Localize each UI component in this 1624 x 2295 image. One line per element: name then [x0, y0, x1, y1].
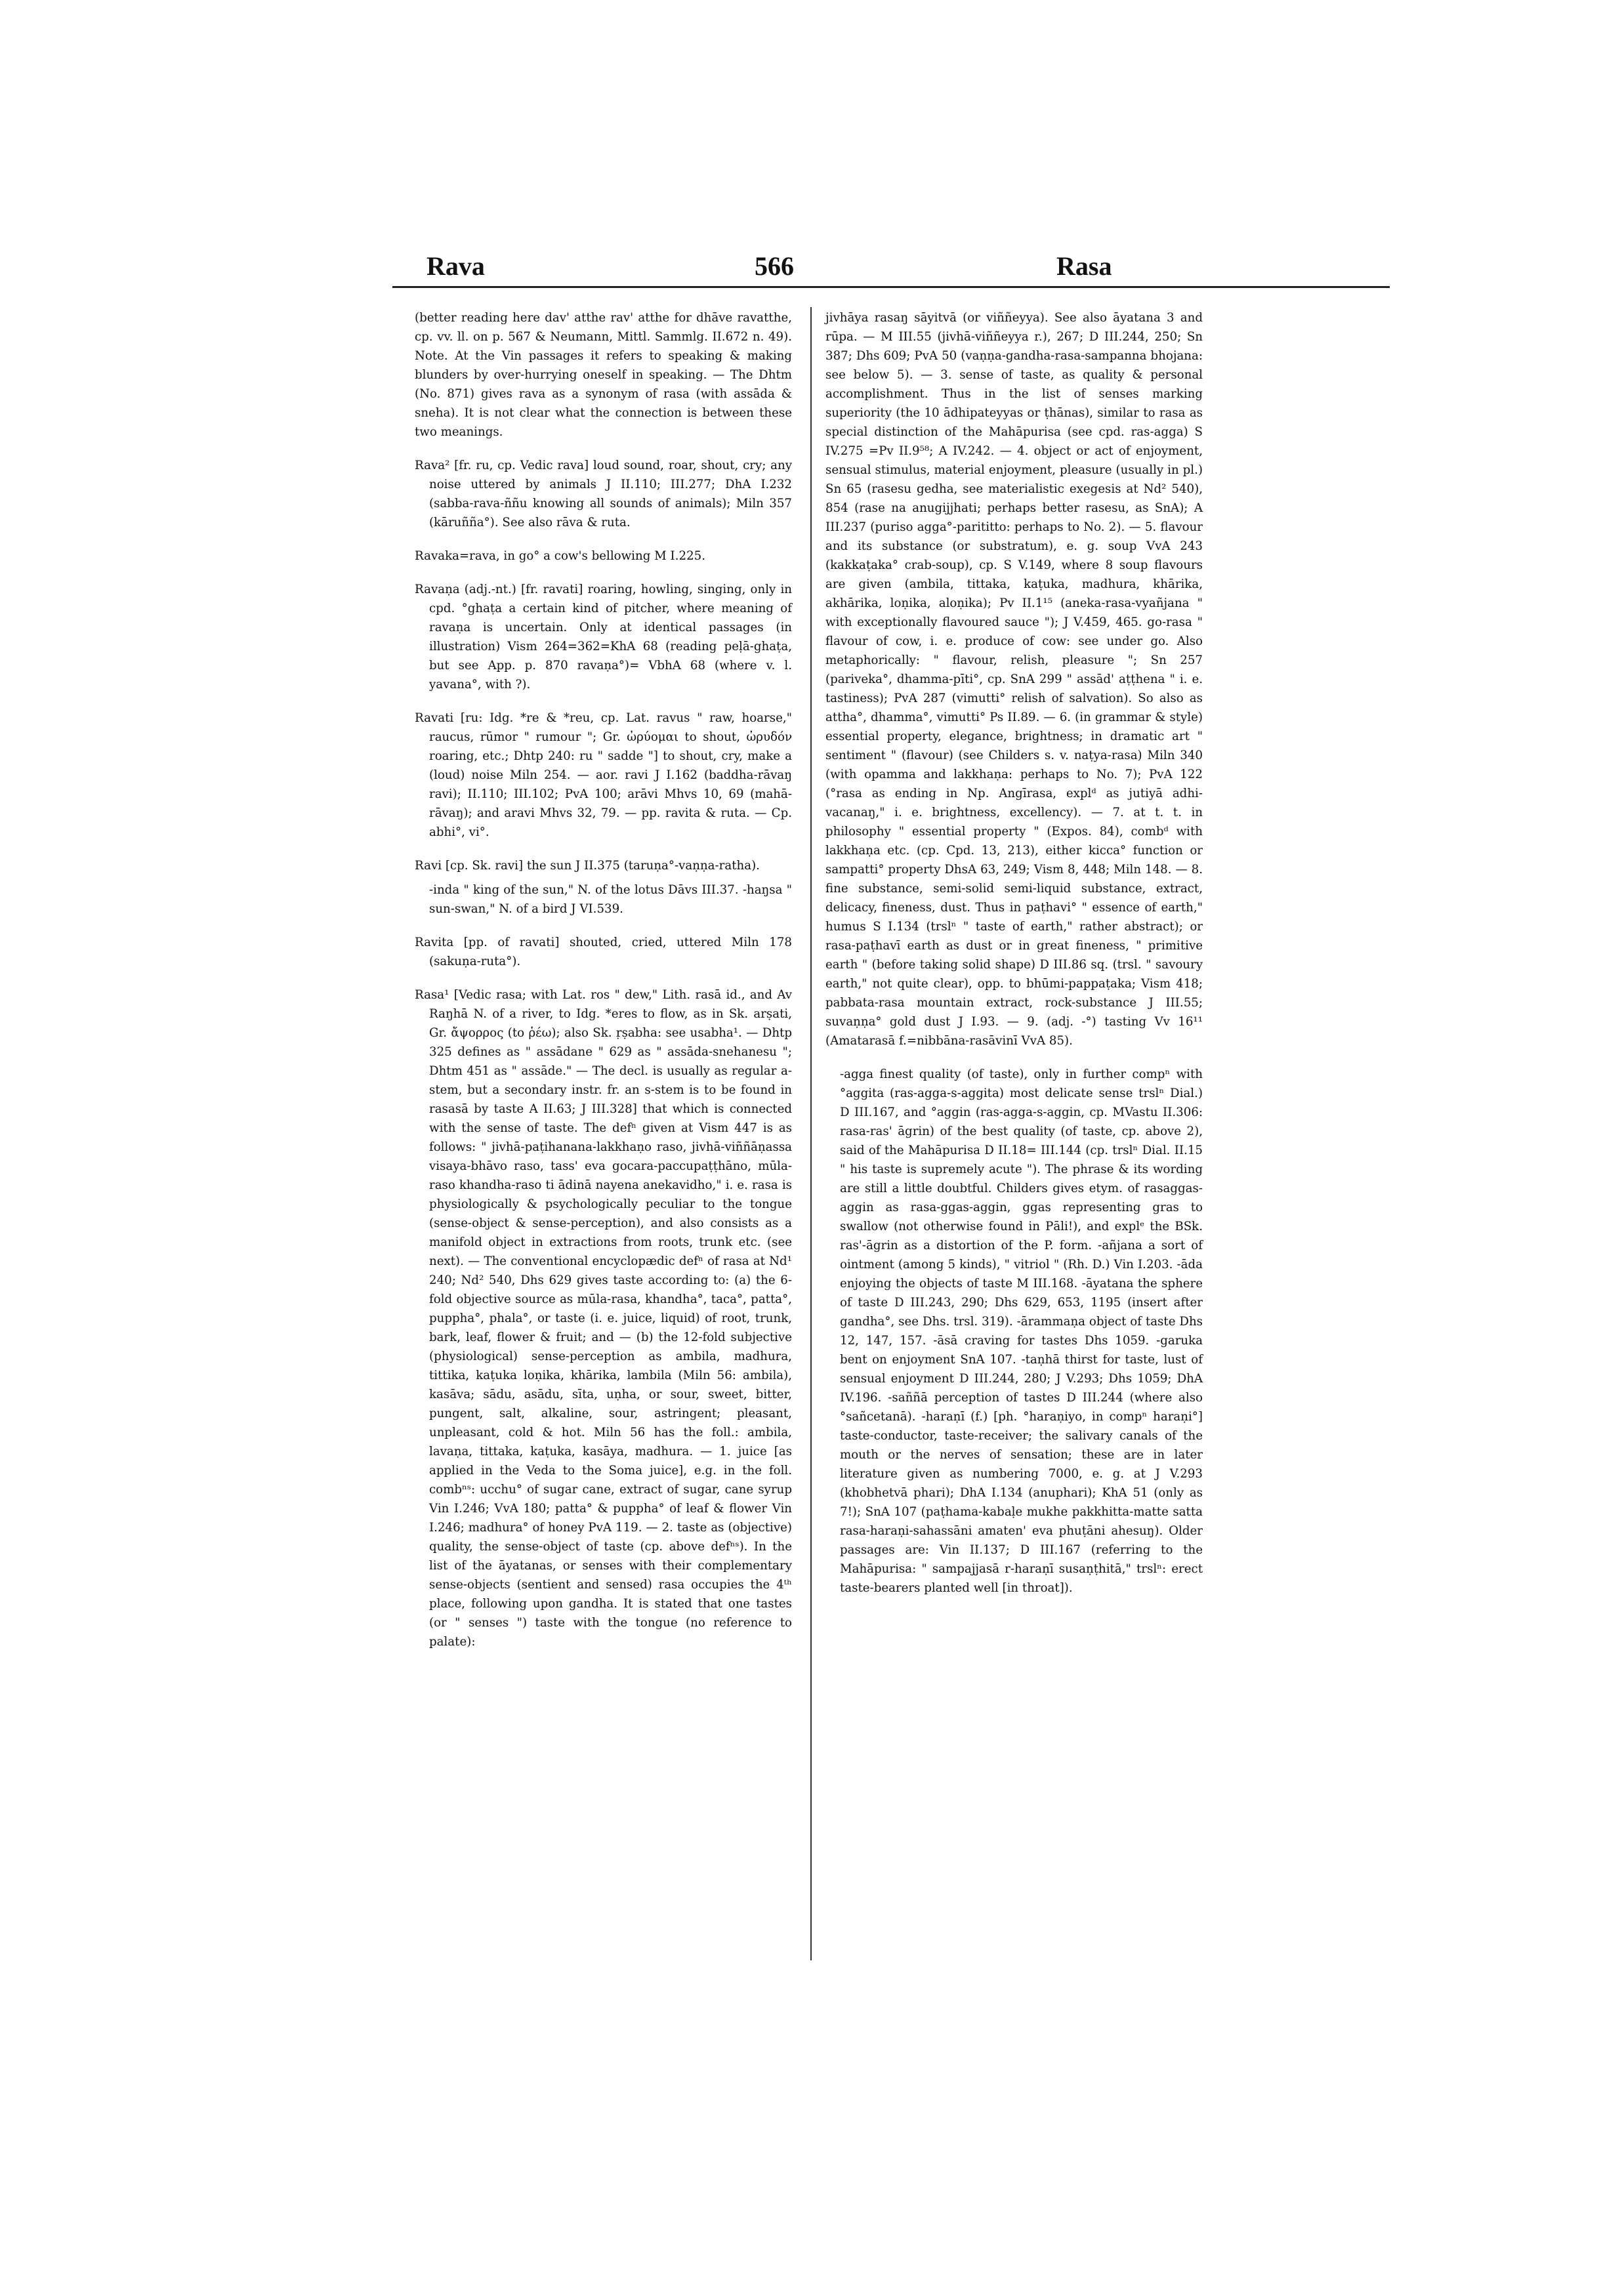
header-rule: [392, 286, 1390, 288]
entry-ravi: Ravi [cp. Sk. ravi] the sun J II.375 (taruṇa°-vaṇṇa-ratha).: [415, 859, 760, 873]
entry-ravati: Ravati [ru: Idg. *re & *reu, cp. Lat. ravus " raw, hoarse," raucus, rūmor " rumour "; Gr. ὠρύομαι to shout, ὠρυδόν roaring, etc.; Dhtp 240: ru " sadde "] to shout, cry, make a (loud) noise Miln 254. — aor. ravi J I.162 (baddha-rāvaŋ ravi); II.110; III.102; PvA 100; arāvi Mhvs 10, 69 (mahā-rāvaŋ); and aravi Mhvs 32, 79. — pp. ravita & ruta. — Cp. abhi°, vi°.: [415, 711, 792, 839]
entry-rasa1: Rasa¹ [Vedic rasa; with Lat. ros " dew," Lith. rasā id., and Av Raŋhā N. of a river, to Idg. *eres to flow, as in Sk. arṣati, Gr. ἄψορρος (to ῥέω); also Sk. ṛṣabha: see usabha¹. — Dhtp 325 defines as " assādane " 629 as " assāda-snehanesu "; Dhtm 451 as " assāde." — The decl. is usually as regular a-stem, but a secondary instr. fr. an s-stem is to be found in rasasā by taste A II.63; J III.328] that which is connected with the sense of taste. The defⁿ given at Vism 447 is as follows: " jivhā-paṭihanana-lakkhaṇo raso, jivhā-viññāṇassa visaya-bhāvo raso, tass' eva gocara-paccupaṭṭhāno, mūla-raso khandha-raso ti ādinā nayena anekavidho," i. e. rasa is physiologically & psychologically peculiar to the tongue (sense-object & sense-perception), and also consists as a manifold object in extractions from roots, trunk etc. (see next). — The conventional encyclopædic defⁿ of rasa at Nd¹ 240; Nd² 540, Dhs 629 gives taste according to: (a) the 6-fold objective source as mūla-rasa, khandha°, taca°, patta°, puppha°, phala°, or taste (i. e. juice, liquid) of root, trunk, bark, leaf, flower & fruit; and — (b) the 12-fold subjective (physiological) sense-perception as ambila, madhura, tittika, kaṭuka loṇika, khārika, lambila (Miln 56: ambila), kasāva; sādu, asādu, sīta, uṇha, or sour, sweet, bitter, pungent, salt, alkaline, sour, astringent; pleasant, unpleasant, cold & hot. Miln 56 has the foll.: ambila, lavaṇa, tittaka, kaṭuka, kasāya, madhura. — 1. juice [as applied in the Veda to the Soma juice], e.g. in the foll. combⁿˢ: ucchu° of sugar cane, extract of sugar, cane syrup Vin I.246; VvA 180; patta° & puppha° of leaf & flower Vin I.246; madhura° of honey PvA 119. — 2. taste as (objective) quality, the sense-object of taste (cp. above defⁿˢ). In the list of the āyatanas, or senses with their complementary sense-objects (sentient and sensed) rasa occupies the 4ᵗʰ place, following upon gandha. It is stated that one tastes (or " senses ") taste with the tongue (no reference to palate):: [415, 988, 792, 1649]
entry-rava2: Rava² [fr. ru, cp. Vedic rava] loud sound, roar, shout, cry; any noise uttered by animals J II.110; III.277; DhA I.232 (sabba-rava-ññu knowing all sounds of animals); Miln 357 (kāruñña°). See also rāva & ruta.: [415, 459, 792, 529]
left-column: [415, 308, 792, 1657]
entry-ravi-compounds: -inda " king of the sun," N. of the lotus Dāvs III.37. -haŋsa " sun-swan," N. of a bird J VI.539.: [429, 883, 792, 916]
right-column: [825, 308, 1203, 1603]
entry-rasa1-continuation: jivhāya rasaŋ sāyitvā (or viññeyya). See also āyatana 3 and rūpa. — M III.55 (jivhā-viññeyya r.), 267; D III.244, 250; Sn 387; Dhs 609; PvA 50 (vaṇṇa-gandha-rasa-sampanna bhojana: see below 5). — 3. sense of taste, as quality & personal accomplishment. Thus in the list of senses marking superiority (the 10 ādhipateyyas or ṭhānas), similar to rasa as special distinction of the Mahāpurisa (see cpd. ras-agga) S IV.275 =Pv II.9⁵⁸; A IV.242. — 4. object or act of enjoyment, sensual stimulus, material enjoyment, pleasure (usually in pl.) Sn 65 (rasesu gedha, see materialistic exegesis at Nd² 540), 854 (rase na anugijjhati; perhaps better rasesu, as SnA); A III.237 (puriso agga°-parititto: perhaps to No. 2). — 5. flavour and its substance (or substratum), e. g. soup VvA 243 (kakkaṭaka° crab-soup), cp. S V.149, where 8 soup flavours are given (ambila, tittaka, kaṭuka, madhura, khārika, akhārika, loṇika, aloṇika); Pv II.1¹⁵ (aneka-rasa-vyañjana " with exceptionally flavoured sauce "); J V.459, 465. go-rasa " flavour of cow, i. e. produce of cow: see under go. Also metaphorically: " flavour, relish, pleasure "; Sn 257 (pariveka°, dhamma-pīti°, cp. SnA 299 " assād' aṭṭhena " i. e. tastiness); PvA 287 (vimutti° relish of salvation). So also as attha°, dhamma°, vimutti° Ps II.89. — 6. (in grammar & style) essential property, elegance, brightness; in dramatic art " sentiment " (flavour) (see Childers s. v. naṭya-rasa) Miln 340 (with opamma and lakkhaṇa: perhaps to No. 7); PvA 122 (°rasa as ending in Np. Angīrasa, explᵈ as jutiyā adhi-vacanaŋ," i. e. brightness, excellency). — 7. at t. t. in philosophy " essential property " (Expos. 84), combᵈ with lakkhaṇa etc. (cp. Cpd. 13, 213), either kicca° function or sampatti° property DhsA 63, 249; Vism 8, 448; Miln 148. — 8. fine substance, semi-solid semi-liquid substance, extract, delicacy, fineness, dust. Thus in paṭhavi° " essence of earth," humus S I.134 (trslⁿ " taste of earth," rather abstract); or rasa-paṭhavī earth as dust or in great fineness, " primitive earth " (before taking solid shape) D III.86 sq. (trsl. " savoury earth," not quite clear), opp. to bhūmi-pappaṭaka; Vism 418; pabbata-rasa mountain extract, rock-substance J III.55; suvaṇṇa° gold dust J I.93. — 9. (adj. -°) tasting Vv 16¹¹ (Amatarasā f.=nibbāna-rasāvinī VvA 85).: [825, 311, 1203, 1048]
running-head-right: Rasa: [1056, 251, 1112, 281]
entry-ravaka: Ravaka=rava, in go° a cow's bellowing M I.225.: [415, 549, 705, 563]
column-divider: [810, 307, 812, 1960]
running-head-left: Rava: [427, 251, 485, 281]
page-number: 566: [755, 251, 794, 281]
entry-ravita: Ravita [pp. of ravati] shouted, cried, uttered Miln 178 (sakuṇa-ruta°).: [415, 936, 792, 968]
entry-rasa1-compounds: -agga finest quality (of taste), only in further compⁿ with °aggita (ras-agga-s-aggita) most delicate sense trslⁿ Dial.) D III.167, and °aggin (ras-agga-s-aggin, cp. MVastu II.306: rasa-ras' āgrin) of the best quality (of taste, cp. above 2), said of the Mahāpurisa D II.18= III.144 (cp. trslⁿ Dial. II.15 " his taste is supremely acute "). The phrase & its wording are still a little doubtful. Childers gives etym. of rasaggas-aggin as rasa-ggas-aggin, ggas representing gras to swallow (not otherwise found in Pāli!), and explᵉ the BSk. ras'-āgrin as a distortion of the P. form. -añjana a sort of ointment (among 5 kinds), " vitriol " (Rh. D.) Vin I.203. -āda enjoying the objects of taste M III.168. -āyatana the sphere of taste D III.243, 290; Dhs 629, 653, 1195 (insert after gandha°, see Dhs. trsl. 319). -ārammaṇa object of taste Dhs 12, 147, 157. -āsā craving for tastes Dhs 1059. -garuka bent on enjoyment SnA 107. -taṇhā thirst for taste, lust of sensual enjoyment D III.244, 280; J V.293; Dhs 1059; DhA IV.196. -saññā perception of tastes D III.244 (where also °sañcetanā). -haraṇī (f.) [ph. °haraṇiyo, in compⁿ haraṇi°] taste-conductor, taste-receiver; the salivary canals of the mouth or the nerves of sensation; these are in later literature given as numbering 7000, e. g. at J V.293 (khobhetvā phari); DhA I.134 (anuphari); KhA 51 (only as 7!); SnA 107 (paṭhama-kabaḷe mukhe pakkhitta-matte satta rasa-haraṇi-sahassāni amaten' eva phuṭāni ahesuŋ). Older passages are: Vin II.137; D III.167 (referring to the Mahāpurisa: " sampajjasā r-haraṇī susaṇṭhitā," trslⁿ: erect taste-bearers planted well [in throat]).: [840, 1067, 1203, 1595]
entry-ravana: Ravaṇa (adj.-nt.) [fr. ravati] roaring, howling, singing, only in cpd. °ghaṭa a certain kind of pitcher, where meaning of ravaṇa is uncertain. Only at identical passages (in illustration) Vism 264=362=KhA 68 (reading peḷā-ghaṭa, but see App. p. 870 ravaṇa°)= VbhA 68 (where v. l. yavana°, with ?).: [415, 583, 792, 692]
entry-rava1-continuation: (better reading here dav' atthe rav' atthe for dhāve ravatthe, cp. vv. ll. on p. 567 & Neumann, Mittl. Sammlg. II.672 n. 49). Note. At the Vin passages it refers to speaking & making blunders by over-hurrying oneself in speaking. — The Dhtm (No. 871) gives rava as a synonym of rasa (with assāda & sneha). It is not clear what the connection is between these two meanings.: [415, 311, 792, 439]
